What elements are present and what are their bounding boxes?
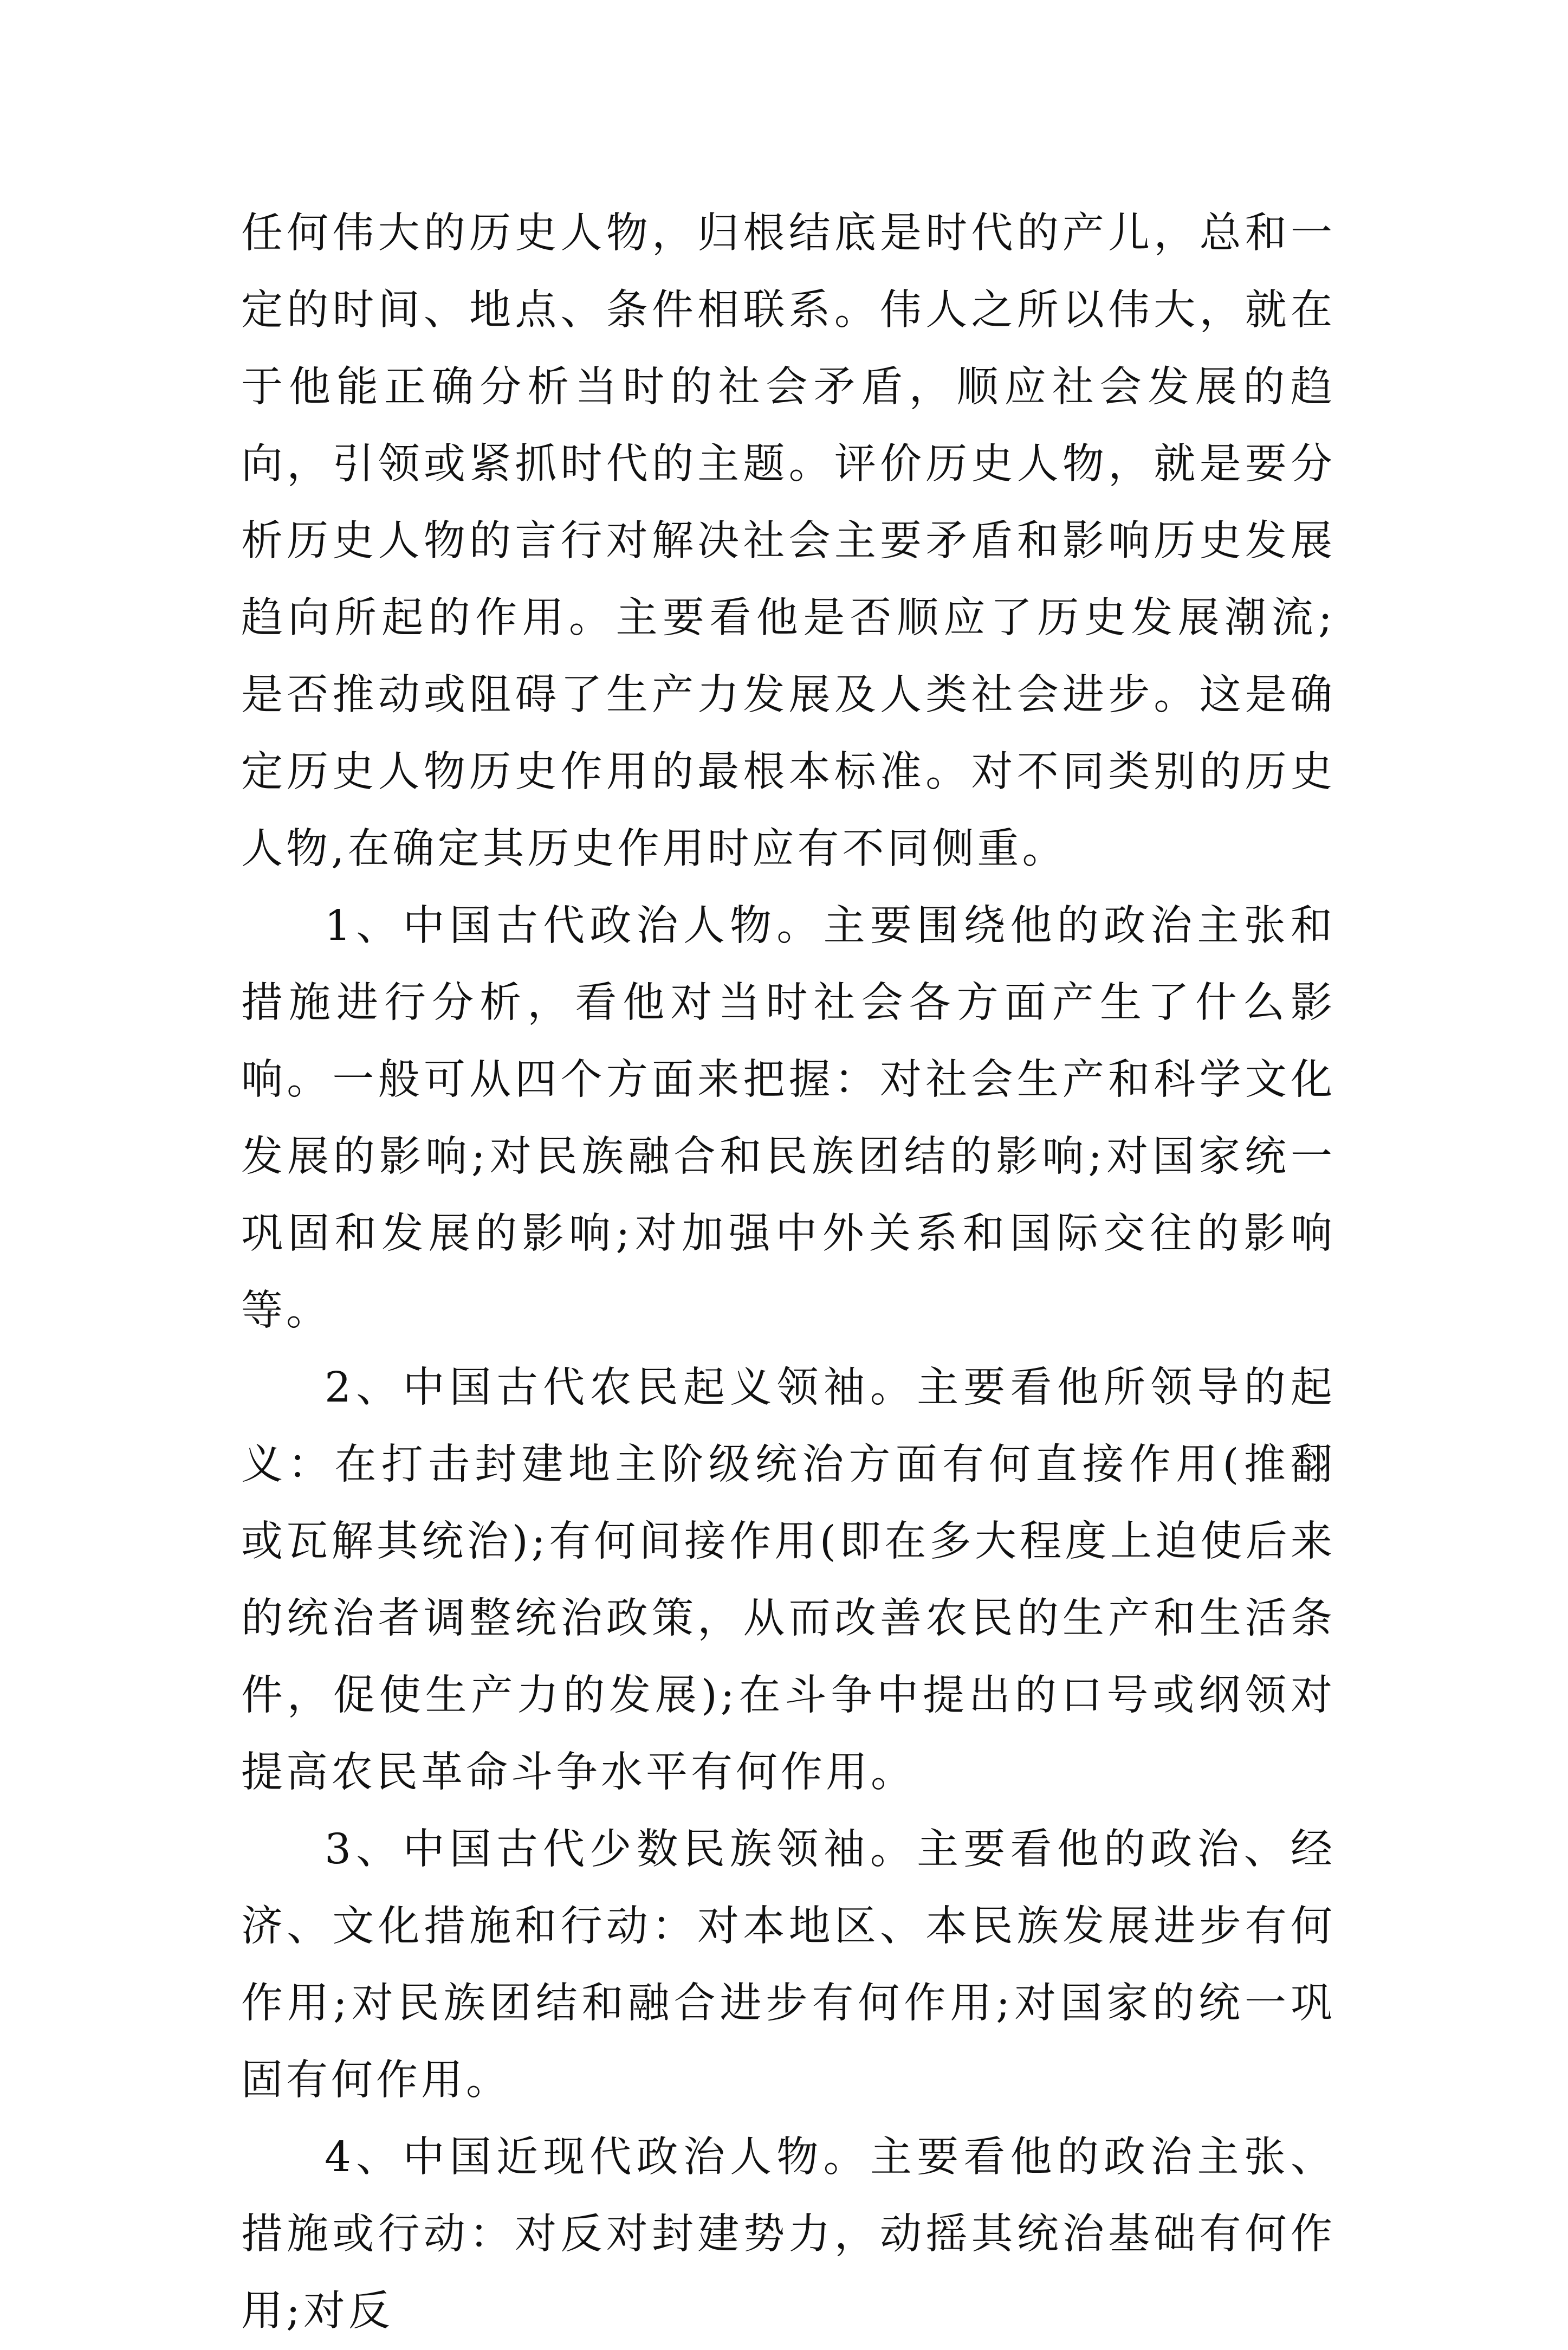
paragraph-modern-political-figures: 4、中国近现代政治人物。主要看他的政治主张、措施或行动：对反对封建势力，动摇其统治基础有何作用;对反	[241, 2133, 1336, 2335]
paragraph-peasant-uprising-leaders: 2、中国古代农民起义领袖。主要看他所领导的起义：在打击封建地主阶级统治方面有何直接作用(推翻或瓦解其统治);有何间接作用(即在多大程度上迫使后来的统治者调整统治政策，从而改善农民的生产和生活条件，促使生产力的发展);在斗争中提出的口号或纲领对提高农民革命斗争水平有何作用。	[241, 1364, 1336, 1797]
paragraph-intro: 任何伟大的历史人物，归根结底是时代的产儿，总和一定的时间、地点、条件相联系。伟人之所以伟大，就在于他能正确分析当时的社会矛盾，顺应社会发展的趋向，引领或紧抓时代的主题。评价历史人物，就是要分析历史人物的言行对解决社会主要矛盾和影响历史发展趋向所起的作用。主要看他是否顺应了历史发展潮流;是否推动或阻碍了生产力发展及人类社会进步。这是确定历史人物历史作用的最根本标准。对不同类别的历史人物,在确定其历史作用时应有不同侧重。	[241, 209, 1336, 873]
paragraph-ancient-political-figures: 1、中国古代政治人物。主要围绕他的政治主张和措施进行分析，看他对当时社会各方面产生了什么影响。一般可从四个方面来把握：对社会生产和科学文化发展的影响;对民族融合和民族团结的影响;对国家统一巩固和发展的影响;对加强中外关系和国际交往的影响等。	[241, 902, 1336, 1335]
paragraph-ethnic-minority-leaders: 3、中国古代少数民族领袖。主要看他的政治、经济、文化措施和行动：对本地区、本民族发展进步有何作用;对民族团结和融合进步有何作用;对国家的统一巩固有何作用。	[241, 1825, 1336, 2104]
body-text	[241, 195, 1336, 2350]
